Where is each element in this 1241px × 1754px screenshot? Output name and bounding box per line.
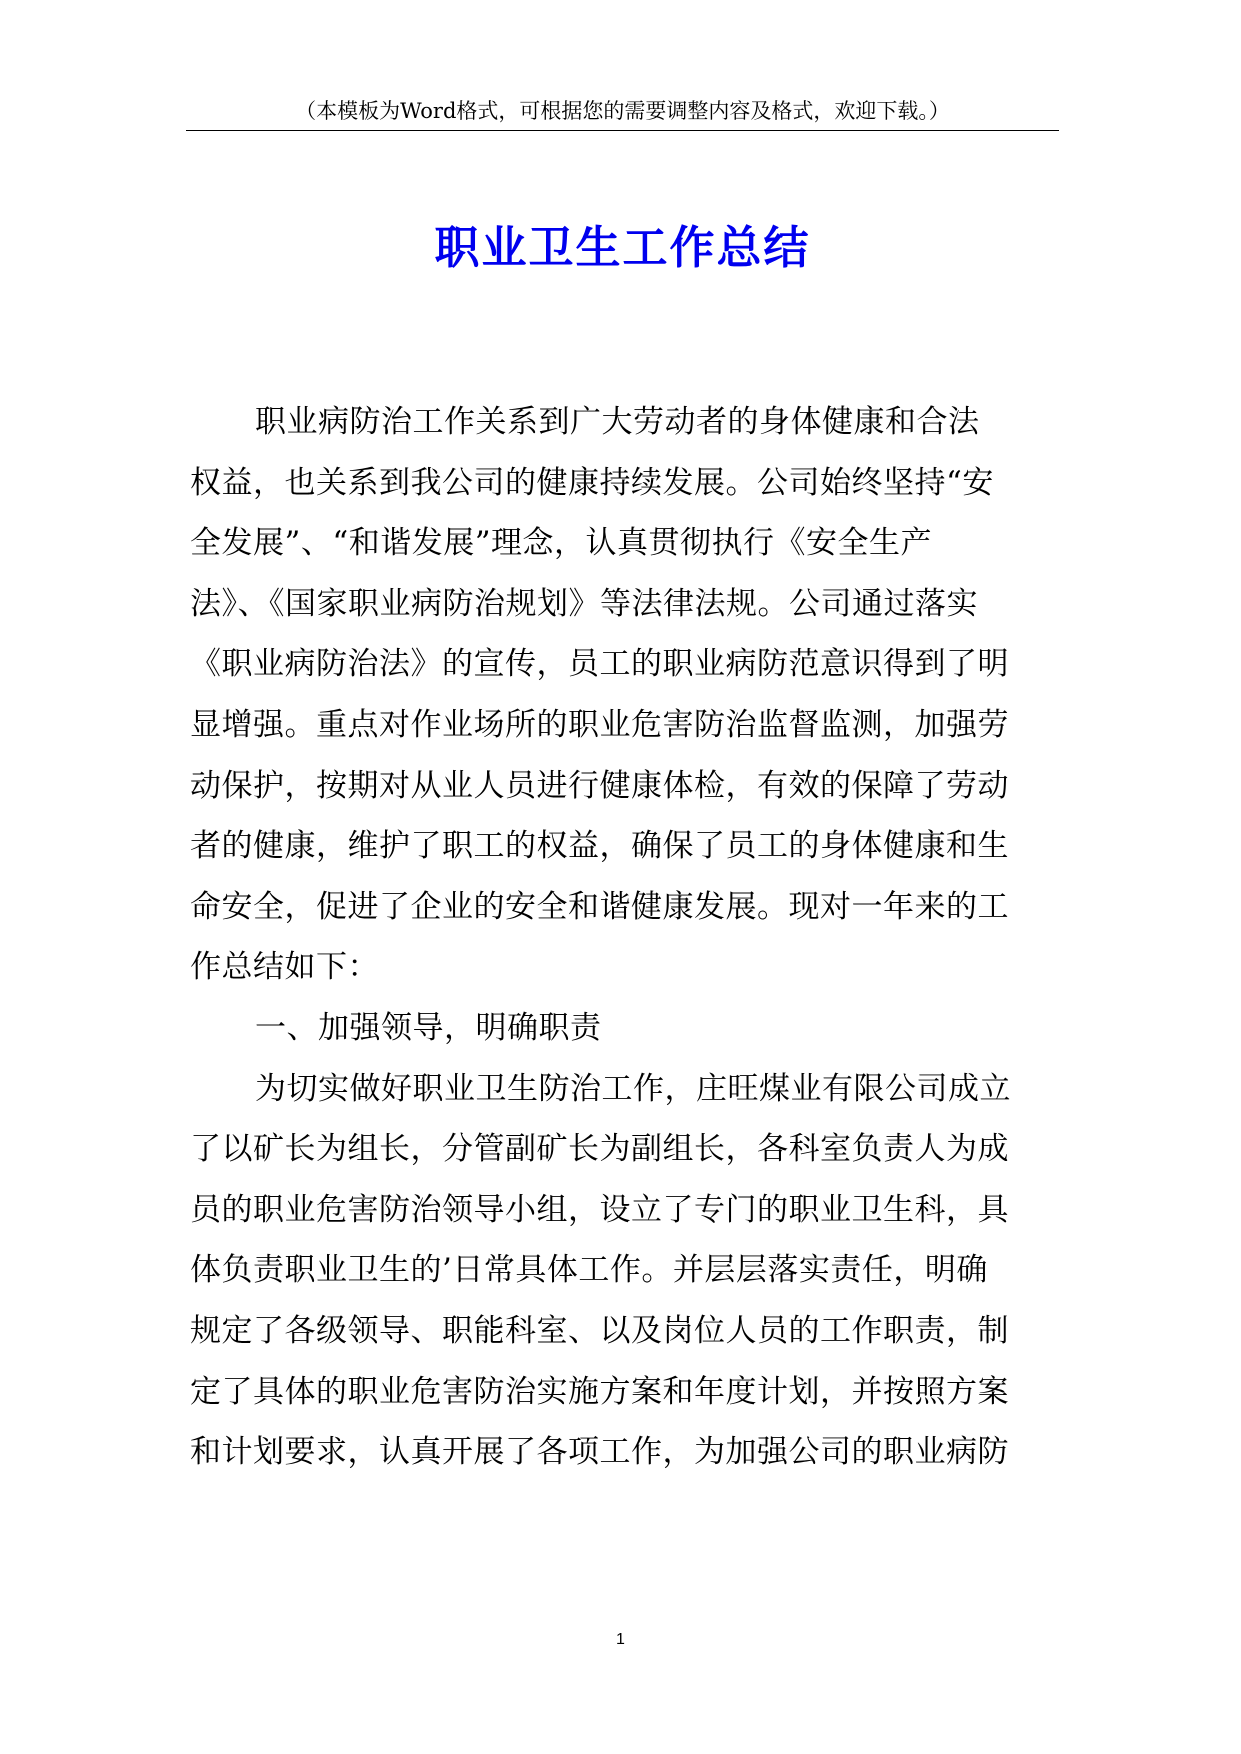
- page-number: 1: [616, 1631, 625, 1648]
- paragraph-line: 全发展”、“和谐发展”理念，认真贯彻执行《安全生产: [190, 525, 933, 562]
- header-divider: [186, 130, 1059, 131]
- paragraph-line: 和计划要求，认真开展了各项工作，为加强公司的职业病防: [190, 1434, 1009, 1471]
- paragraph-line: 定了具体的职业危害防治实施方案和年度计划，并按照方案: [190, 1373, 1009, 1410]
- paragraph-line: 权益，也关系到我公司的健康持续发展。公司始终坚持“安: [190, 464, 994, 501]
- paragraph-line: 《职业病防治法》的宣传，员工的职业病防范意识得到了明: [190, 646, 1009, 683]
- paragraph-line: 作总结如下：: [190, 949, 379, 986]
- paragraph-line: 为切实做好职业卫生防治工作，庄旺煤业有限公司成立: [255, 1070, 1011, 1107]
- paragraph-line: 法》、《国家职业病防治规划》等法律法规。公司通过落实: [190, 585, 978, 622]
- header-note: （本模板为Word格式，可根据您的需要调整内容及格式，欢迎下载。）: [295, 99, 950, 123]
- paragraph-line: 体负责职业卫生的’日常具体工作。并层层落实责任，明确: [190, 1252, 988, 1289]
- paragraph-line: 者的健康，维护了职工的权益，确保了员工的身体健康和生: [190, 828, 1009, 865]
- document-title: 职业卫生工作总结: [434, 221, 811, 274]
- document-body: [190, 392, 1058, 1483]
- paragraph-line: 规定了各级领导、职能科室、以及岗位人员的工作职责，制: [190, 1312, 1009, 1349]
- paragraph-line: 职业病防治工作关系到广大劳动者的身体健康和合法: [255, 404, 980, 440]
- paragraph-line: 显增强。重点对作业场所的职业危害防治监督监测，加强劳: [190, 706, 1009, 743]
- paragraph-line: 动保护，按期对从业人员进行健康体检，有效的保障了劳动: [190, 767, 1009, 804]
- paragraph-line: 员的职业危害防治领导小组，设立了专门的职业卫生科，具: [190, 1191, 1009, 1228]
- paragraph-line: 了以矿长为组长，分管副矿长为副组长，各科室负责人为成: [190, 1131, 1009, 1168]
- paragraph-line: 命安全，促进了企业的安全和谐健康发展。现对一年来的工: [190, 888, 1009, 925]
- section-heading: 一、加强领导，明确职责: [255, 1009, 602, 1046]
